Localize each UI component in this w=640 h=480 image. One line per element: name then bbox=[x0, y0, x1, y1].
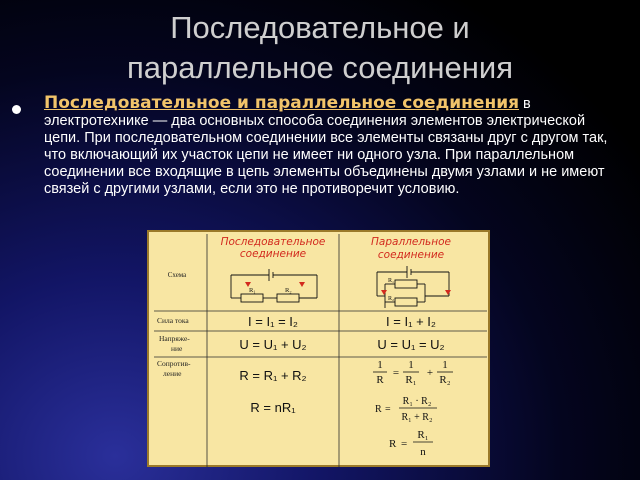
row-label-voltage-l2: ние bbox=[171, 344, 183, 353]
row-label-resistance-l1: Сопротив- bbox=[157, 359, 191, 368]
row-label-resistance-l2: ление bbox=[163, 369, 182, 378]
n-num: R₁ bbox=[417, 429, 429, 441]
parallel-resistance-two bbox=[375, 396, 437, 423]
frac-3-num: 1 bbox=[442, 359, 448, 371]
parallel-resistance-fraction bbox=[373, 359, 453, 386]
serial-r1-label: R₁ bbox=[249, 287, 256, 294]
serial-r2-label: R₂ bbox=[285, 287, 292, 294]
parallel-resistance-n bbox=[389, 429, 433, 458]
definition-paragraph bbox=[44, 95, 624, 198]
serial-circuit-icon bbox=[231, 269, 317, 302]
parallel-arrow-icon-2 bbox=[445, 290, 451, 295]
parallel-r2-label: R₂ bbox=[388, 296, 395, 302]
connections-table bbox=[147, 230, 490, 467]
connections-table-graphic bbox=[149, 232, 492, 469]
two-eq: = bbox=[385, 404, 391, 415]
frac-1-num: 1 bbox=[377, 359, 383, 371]
n-den: n bbox=[420, 446, 426, 458]
parallel-r1-label: R₁ bbox=[388, 278, 395, 284]
title-line-1: Последовательное и bbox=[170, 10, 470, 45]
n-eq: = bbox=[401, 438, 408, 450]
two-r-label: R bbox=[375, 404, 382, 415]
title-line-2: параллельное соединения bbox=[127, 50, 513, 85]
slide-title bbox=[0, 8, 640, 88]
serial-resistance-formula: R = R₁ + R₂ bbox=[239, 368, 307, 383]
header-parallel-line2: соединение bbox=[377, 249, 445, 261]
header-serial-line2: соединение bbox=[239, 248, 307, 260]
highlight-term: Последовательное и параллельное соединения bbox=[44, 93, 520, 113]
frac-1-den: R bbox=[376, 374, 384, 386]
row-label-current: Сила тока bbox=[157, 316, 189, 325]
paragraph-text: в электротехнике — два основных способа соединения элементов электрической цепи. При последовательном соединении все элементы связаны друг с другом так, что включающий их участок цепи не имеет ни одного узла. При параллельном соединении все входящие в цепь элементы объединены двумя узлами и не имеют связей с другими узлами, если это не противоречит условию. bbox=[44, 96, 608, 197]
header-serial-line1: Последовательное bbox=[220, 236, 326, 248]
row-label-voltage-l1: Напряже- bbox=[159, 334, 190, 343]
serial-current-formula: I = I₁ = I₂ bbox=[248, 314, 298, 329]
parallel-voltage-formula: U = U₁ = U₂ bbox=[377, 337, 445, 352]
n-r-label: R bbox=[389, 438, 397, 450]
bullet-dot-icon bbox=[12, 105, 21, 114]
parallel-current-formula: I = I₁ + I₂ bbox=[386, 314, 436, 329]
frac-3-den: R₂ bbox=[439, 374, 451, 386]
serial-voltage-formula: U = U₁ + U₂ bbox=[239, 337, 307, 352]
frac-2-num: 1 bbox=[408, 359, 414, 371]
frac-plus: + bbox=[426, 367, 434, 379]
serial-resistance-n-formula: R = nR₁ bbox=[250, 400, 296, 415]
frac-2-den: R₁ bbox=[405, 374, 417, 386]
two-num: R₁ · R₂ bbox=[402, 396, 432, 407]
row-label-scheme: Схема bbox=[167, 271, 187, 279]
parallel-arrow-icon bbox=[381, 290, 387, 295]
frac-eq: = bbox=[392, 367, 400, 379]
two-den: R₁ + R₂ bbox=[401, 412, 433, 423]
header-parallel-line1: Параллельное bbox=[371, 236, 451, 248]
serial-arrow-icon-2 bbox=[299, 282, 305, 287]
